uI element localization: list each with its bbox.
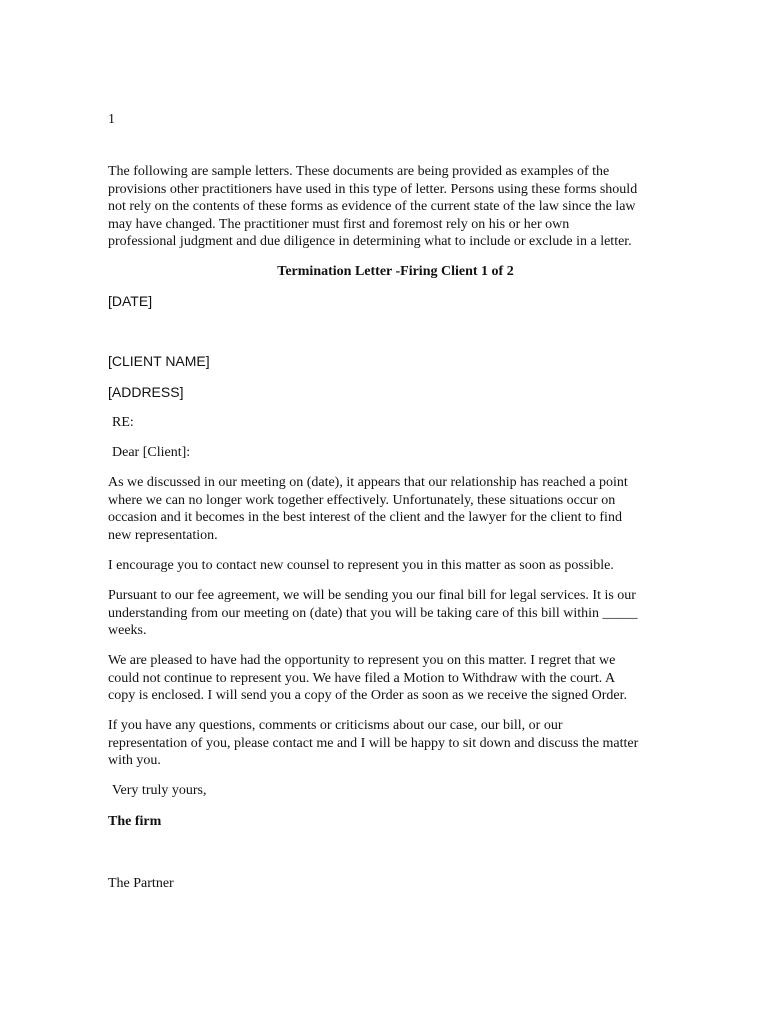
date-placeholder: [DATE] xyxy=(108,293,153,309)
body-paragraph: If you have any questions, comments or criticisms about our case, our bill, or our representation of you, please contact me and I will be happy to sit down and discuss the matter with you. xyxy=(108,718,639,768)
body-paragraph: I encourage you to contact new counsel to represent you in this matter as soon as possible. xyxy=(108,558,614,573)
firm-name: The firm xyxy=(108,814,162,829)
signer-name: The Partner xyxy=(108,876,174,891)
page-number: 1 xyxy=(108,112,115,127)
address-placeholder: [ADDRESS] xyxy=(108,384,184,400)
re-line: RE: xyxy=(112,415,134,430)
body-paragraph: We are pleased to have had the opportunity to represent you on this matter. I regret that we could not continue to represent you. We have filed a Motion to Withdraw with the court. A copy is enclosed. I will send you a copy of the Order as soon as we receive the signed Order. xyxy=(108,653,628,703)
body-paragraph: Pursuant to our fee agreement, we will be sending you our final bill for legal services. It is our understanding from our meeting on (date) that you will be taking care of this bill within _____ weeks. xyxy=(108,588,638,638)
closing: Very truly yours, xyxy=(112,783,207,798)
salutation: Dear [Client]: xyxy=(112,445,191,460)
letter-title: Termination Letter -Firing Client 1 of 2 xyxy=(277,264,514,279)
intro-paragraph: The following are sample letters. These documents are being provided as examples of the provisions other practitioners have used in this type of letter. Persons using these forms should not rely on the contents of these forms as evidence of the current state of the law since the law may have changed. The practitioner must first and foremost rely on his or her own professional judgment and due diligence in determining what to include or exclude in a letter. xyxy=(108,164,638,249)
client-name-placeholder: [CLIENT NAME] xyxy=(108,353,210,369)
body-paragraph: As we discussed in our meeting on (date), it appears that our relationship has reached a point where we can no longer work together effectively. Unfortunately, these situations occur on occasion and it becomes in the best interest of the client and the lawyer for the client to find new representation. xyxy=(108,475,628,543)
